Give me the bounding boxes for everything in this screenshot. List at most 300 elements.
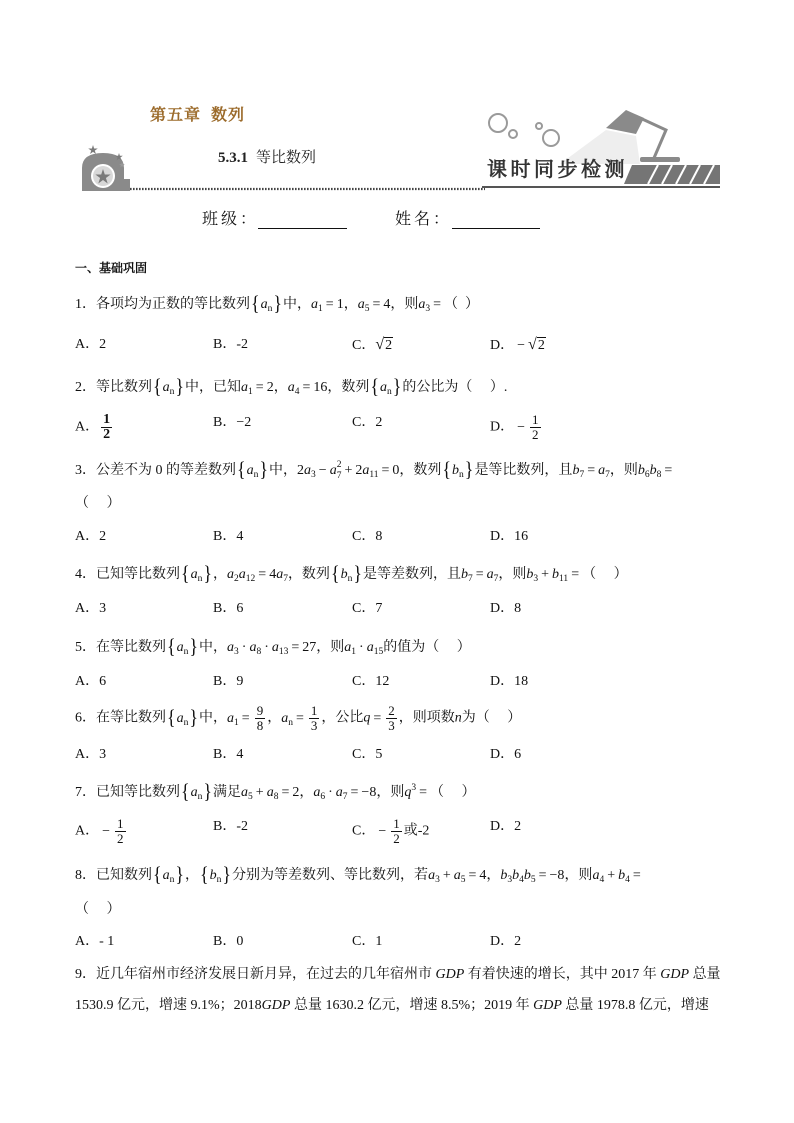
variable-symbol: a: [176, 710, 184, 726]
subscript: 4: [625, 875, 630, 885]
subscript: 3: [311, 470, 316, 480]
question-2-stem: [75, 376, 507, 398]
name-label: 姓名：: [395, 211, 453, 228]
text-run: ，则: [390, 297, 419, 312]
subscript: n: [169, 875, 175, 885]
math-brace: {: [153, 374, 162, 398]
section-heading-line: [218, 149, 316, 167]
question-1-option-b: [213, 335, 248, 355]
subscript: 6: [320, 792, 326, 802]
math-brace: {: [370, 374, 379, 398]
variable-symbol: a: [453, 868, 461, 883]
math-brace: }: [222, 862, 232, 886]
question-2-option-b: [213, 413, 251, 433]
question-3-option-d: [490, 527, 528, 547]
variable-symbol: a: [362, 463, 370, 478]
fraction-numerator: 1: [393, 816, 400, 831]
variable-symbol: b: [452, 463, 460, 478]
question-5-option-d: [490, 672, 528, 692]
text-run: ，则: [564, 868, 593, 883]
text-run: B．-2: [213, 819, 248, 834]
variable-symbol: a: [249, 640, 257, 655]
math-brace: }: [189, 634, 199, 658]
math-variable: [618, 868, 630, 883]
math-number: 2: [355, 463, 363, 478]
text-run: （ ）: [582, 567, 628, 582]
question-1-stem: [75, 293, 479, 315]
question-1-option-c: [352, 335, 393, 356]
variable-symbol: a: [241, 785, 249, 800]
variable-symbol: a: [162, 380, 170, 395]
math-brace: {: [200, 862, 209, 886]
variable-symbol: a: [379, 380, 387, 395]
math-operator: =: [571, 567, 580, 582]
subscript: 13: [278, 647, 289, 657]
question-8-option-d: [490, 932, 521, 952]
question-4-stem: [75, 563, 628, 585]
text-run: 满足: [213, 785, 242, 800]
fraction-denominator: 8: [256, 718, 264, 733]
text-run: 3．公差不为 0 的等差数列: [75, 463, 236, 478]
text-run: ，则: [376, 785, 405, 800]
text-run: 中，: [199, 710, 228, 726]
text-run: ，: [486, 868, 501, 883]
variable-symbol: a: [313, 785, 321, 800]
math-brace: {: [167, 704, 176, 729]
question-9-stem-line-2: [75, 996, 709, 1016]
fraction-denominator: 2: [393, 831, 400, 846]
math-variable: [362, 463, 378, 478]
variable-symbol: b: [572, 463, 580, 478]
math-number: −8: [361, 785, 377, 800]
text-run: ，: [213, 567, 228, 582]
question-4-options: [75, 599, 715, 633]
math-operator: +: [255, 785, 264, 800]
math-operator: =: [433, 297, 441, 312]
variable-symbol: b: [526, 567, 534, 582]
math-operator: +: [442, 868, 451, 883]
variable-symbol: a: [190, 567, 198, 582]
math-brace: }: [392, 374, 402, 398]
math-operator: =: [255, 380, 264, 395]
text-run: ，则: [609, 463, 638, 478]
math-variable: [241, 785, 253, 800]
math-variable: [247, 463, 259, 478]
math-variable: [177, 711, 189, 726]
text-run: 7．已知等比数列: [75, 785, 180, 800]
subscript: 3: [507, 875, 513, 885]
variable-symbol: a: [176, 640, 184, 655]
question-3-option-c: [352, 527, 382, 547]
math-variable: [404, 785, 416, 800]
subscript: 15: [373, 647, 384, 657]
variable-symbol: a: [246, 463, 254, 478]
banner-title: 课时同步检测: [487, 159, 628, 181]
text-run: A．: [75, 823, 100, 839]
text-run: D．2: [490, 934, 522, 949]
math-operator: −: [318, 463, 327, 478]
question-5-option-c: [352, 672, 389, 692]
math-fraction: [255, 704, 266, 733]
text-run: 或-2: [403, 823, 430, 839]
subscript: 7: [579, 470, 585, 480]
variable-symbol: a: [592, 868, 600, 883]
math-variable: [367, 640, 384, 655]
text-run: 是等比数列，且: [474, 463, 573, 478]
subscript: 8: [273, 792, 279, 802]
subscript: 7: [605, 470, 610, 480]
text-run: C．: [352, 338, 376, 353]
question-1-option-a: [75, 335, 106, 355]
variable-symbol: GDP: [660, 967, 690, 982]
text-run: 1530.9 亿元，增速 9.1%；2018: [75, 998, 262, 1013]
text-run: 是等差数列，且: [362, 567, 461, 582]
subscript: n: [253, 470, 259, 480]
math-variable: [261, 297, 273, 312]
variable-symbol: a: [287, 380, 295, 395]
variable-symbol: a: [162, 868, 170, 883]
math-variable: [313, 785, 325, 800]
fraction-numerator: 1: [532, 412, 539, 427]
variable-symbol: a: [304, 463, 312, 478]
math-variable: [487, 567, 499, 582]
text-run: 为（ ）: [461, 710, 522, 726]
text-run: 总量: [689, 967, 721, 982]
math-brace: }: [273, 291, 283, 315]
variable-symbol: b: [649, 463, 657, 478]
question-6-stem: [75, 704, 521, 733]
math-variable: [227, 640, 239, 655]
variable-symbol: GDP: [533, 998, 562, 1013]
variable-symbol: a: [344, 640, 352, 655]
radicand: 2: [537, 338, 545, 353]
text-run: B．: [213, 415, 237, 430]
math-operator: =: [325, 297, 334, 312]
variable-symbol: b: [523, 868, 531, 883]
text-run: D．: [490, 419, 515, 435]
subscript: n: [197, 574, 203, 584]
text-run: 的公比为（ ）.: [402, 380, 508, 395]
text-run: A．- 1: [75, 934, 115, 949]
variable-symbol: a: [335, 785, 343, 800]
math-operator: =: [241, 710, 250, 726]
math-variable: [552, 567, 568, 582]
question-8-option-a: [75, 932, 114, 952]
subscript: n: [197, 792, 203, 802]
question-5-stem: [75, 636, 471, 658]
math-variable: [272, 640, 289, 655]
sub-superscript: [337, 460, 342, 482]
math-number: 1: [336, 297, 344, 312]
fraction-denominator: 2: [532, 427, 539, 442]
math-variable: [336, 785, 348, 800]
math-operator: =: [587, 463, 596, 478]
desk-lamp-icon: [560, 110, 680, 164]
math-brace: }: [189, 704, 199, 729]
variable-symbol: b: [500, 868, 508, 883]
math-variable: [461, 567, 473, 582]
text-run: B．6: [213, 601, 244, 616]
math-variable: [304, 463, 316, 478]
text-run: D．16: [490, 529, 529, 544]
math-fraction: [101, 413, 112, 442]
chapter-title: 第五章 数列: [150, 107, 246, 124]
math-variable: [526, 567, 538, 582]
subscript: 7: [283, 574, 288, 584]
math-variable: [454, 868, 466, 883]
variable-symbol: n: [454, 710, 462, 726]
variable-symbol: b: [460, 567, 468, 582]
question-7-option-a: [75, 817, 128, 846]
fraction-denominator: 3: [310, 718, 318, 733]
question-2-option-d: [490, 413, 543, 442]
math-operator: =: [475, 567, 484, 582]
variable-symbol: q: [363, 710, 371, 726]
math-brace: {: [167, 634, 176, 658]
text-run: 中，: [283, 297, 312, 312]
name-blank: [452, 228, 540, 229]
math-fraction: [115, 817, 126, 846]
math-brace: }: [203, 779, 213, 803]
math-variable: [344, 640, 356, 655]
question-6-option-c: [352, 745, 382, 765]
question-7-stem: [75, 781, 475, 803]
text-run: D．2: [490, 819, 522, 834]
math-operator: ·: [328, 785, 333, 800]
variable-symbol: b: [512, 868, 520, 883]
text-run: 总量 1630.2 亿元，增速 8.5%；2019 年: [290, 998, 534, 1013]
math-variable: [276, 567, 288, 582]
variable-symbol: a: [329, 463, 337, 478]
text-run: 6．在等比数列: [75, 710, 166, 726]
variable-symbol: a: [281, 710, 289, 726]
subscript: n: [347, 574, 353, 584]
math-variable: [227, 711, 239, 726]
variable-symbol: a: [241, 380, 249, 395]
math-number: 2: [297, 463, 305, 478]
variable-symbol: a: [266, 785, 274, 800]
text-run: ，则项数: [398, 710, 455, 726]
variable-symbol: a: [276, 567, 284, 582]
text-run: （ ）: [75, 902, 121, 917]
math-operator: ·: [241, 640, 247, 655]
subscript: 4: [519, 875, 524, 885]
math-variable: [650, 463, 662, 478]
question-8-stem: [75, 864, 644, 886]
question-2-options: [75, 413, 715, 447]
subscript: n: [386, 387, 392, 397]
text-run: ，数列: [287, 567, 330, 582]
math-operator: +: [607, 868, 616, 883]
banner-stripe: [624, 165, 720, 184]
question-7-options: [75, 817, 715, 851]
fraction-numerator: 2: [388, 703, 395, 718]
math-variable: [227, 567, 239, 582]
math-variable: [191, 567, 203, 582]
question-6-options: [75, 745, 715, 779]
text-run: ，则: [316, 640, 345, 655]
math-brace: }: [353, 561, 362, 585]
question-6-option-d: [490, 745, 521, 765]
math-variable: [512, 868, 524, 883]
subscript: 2: [234, 574, 239, 584]
text-run: C．12: [352, 674, 390, 689]
text-run: C．8: [352, 529, 383, 544]
subscript: 5: [364, 304, 370, 314]
math-variable: [418, 297, 430, 312]
math-operator: −: [517, 338, 526, 353]
question-4-option-c: [352, 599, 382, 619]
math-operator: ·: [264, 640, 269, 655]
star-badge-icon: [82, 145, 130, 191]
question-3-option-a: [75, 527, 106, 547]
math-brace: {: [251, 291, 260, 315]
math-brace: {: [181, 561, 190, 585]
text-run: A．3: [75, 601, 107, 616]
subscript: 1: [248, 387, 253, 397]
text-run: B．4: [213, 747, 244, 762]
text-run: ，数列: [399, 463, 442, 478]
subscript: n: [183, 717, 189, 728]
subscript: n: [216, 875, 222, 885]
text-run: A．3: [75, 747, 107, 762]
text-run: A．2: [75, 529, 107, 544]
question-7-option-b: [213, 817, 248, 837]
question-8-option-b: [213, 932, 243, 952]
variable-symbol: b: [637, 463, 645, 478]
math-variable: [436, 967, 465, 982]
text-run: 中，: [199, 640, 228, 655]
math-brace: {: [330, 561, 340, 585]
text-run: （ ）: [429, 785, 476, 800]
math-variable: [341, 567, 353, 582]
math-variable: [210, 868, 222, 883]
section-number: 5.3.1: [218, 150, 248, 166]
subscript: 8: [656, 470, 662, 480]
class-label: 班级：: [202, 211, 260, 228]
question-4-option-b: [213, 599, 243, 619]
question-3-stem: [75, 459, 675, 482]
math-variable: [281, 711, 293, 726]
math-operator: ·: [359, 640, 364, 655]
subscript: 1: [234, 717, 239, 728]
fraction-numerator: 1: [310, 703, 318, 718]
text-run: 中，: [269, 463, 298, 478]
fraction-denominator: 2: [117, 831, 124, 846]
subscript: n: [183, 647, 189, 657]
math-fraction: [391, 817, 402, 846]
question-3-answer-bracket: [75, 494, 121, 514]
subscript: 11: [559, 574, 569, 584]
text-run: 2．等比数列: [75, 380, 152, 395]
math-variable: [533, 998, 562, 1013]
header-decoration: [0, 0, 794, 200]
math-number: 0: [392, 463, 400, 478]
text-run: ，: [273, 380, 288, 395]
math-variable: [660, 967, 689, 982]
question-6-option-a: [75, 745, 106, 765]
text-run: 5．在等比数列: [75, 640, 166, 655]
text-run: D．: [490, 338, 515, 353]
subscript: n: [459, 470, 464, 480]
fraction-numerator: 1: [103, 412, 111, 427]
variable-symbol: a: [190, 785, 198, 800]
math-operator: =: [538, 868, 547, 883]
question-4-option-d: [490, 599, 521, 619]
question-2-option-c: [352, 413, 382, 433]
math-variable: [163, 380, 175, 395]
math-number: 4: [383, 297, 391, 312]
text-run: 9．近几年宿州市经济发展日新月异，在过去的几年宿州市: [75, 967, 436, 982]
math-operator: =: [350, 785, 359, 800]
section-heading: 一、基础巩固: [75, 261, 148, 275]
math-operator: =: [281, 785, 290, 800]
math-operator: =: [381, 463, 390, 478]
subscript: 7: [336, 471, 342, 481]
math-operator: =: [468, 868, 477, 883]
math-number: −2: [236, 415, 252, 430]
text-run: A．2: [75, 337, 107, 352]
question-8-answer-bracket: [75, 900, 121, 920]
text-run: 8．已知数列: [75, 868, 152, 883]
text-run: B．4: [213, 529, 244, 544]
variable-symbol: a: [418, 297, 426, 312]
subscript: 6: [644, 470, 650, 480]
variable-symbol: a: [366, 640, 374, 655]
math-number: 2: [266, 380, 274, 395]
variable-symbol: a: [227, 710, 235, 726]
text-run: 1．各项均为正数的等比数列: [75, 297, 250, 312]
math-brace: {: [153, 862, 162, 886]
text-run: C．2: [352, 415, 383, 430]
superscript: 3: [411, 783, 417, 793]
subscript: 5: [530, 875, 536, 885]
math-variable: [592, 868, 604, 883]
math-fraction: [309, 704, 320, 733]
superscript: 2: [336, 460, 342, 470]
math-variable: [249, 640, 261, 655]
text-run: （ ）: [75, 496, 121, 511]
variable-symbol: q: [404, 785, 412, 800]
text-run: 有着快速的增长，其中 2017 年: [464, 967, 661, 982]
text-run: D．8: [490, 601, 522, 616]
question-5-option-a: [75, 672, 106, 692]
math-operator: =: [373, 710, 382, 726]
math-brace: }: [259, 457, 269, 481]
variable-symbol: a: [271, 640, 279, 655]
subscript: 3: [425, 304, 431, 314]
fraction-denominator: 3: [388, 718, 395, 733]
variable-symbol: a: [227, 640, 235, 655]
question-4-option-a: [75, 599, 106, 619]
subscript: 4: [294, 387, 300, 397]
text-run: C．: [352, 823, 376, 839]
subscript: 12: [245, 574, 256, 584]
math-variable: [363, 711, 370, 726]
math-brace: }: [203, 561, 213, 585]
variable-symbol: GDP: [435, 967, 465, 982]
math-number: 16: [313, 380, 328, 395]
question-5-options: [75, 672, 715, 706]
text-run: 4．已知等比数列: [75, 567, 180, 582]
text-run: B．0: [213, 934, 244, 949]
variable-symbol: b: [618, 868, 626, 883]
math-operator: −: [517, 419, 526, 435]
question-1-options: [75, 335, 715, 369]
subscript: 7: [493, 574, 499, 584]
math-number: 4: [269, 567, 277, 582]
math-variable: [500, 868, 512, 883]
